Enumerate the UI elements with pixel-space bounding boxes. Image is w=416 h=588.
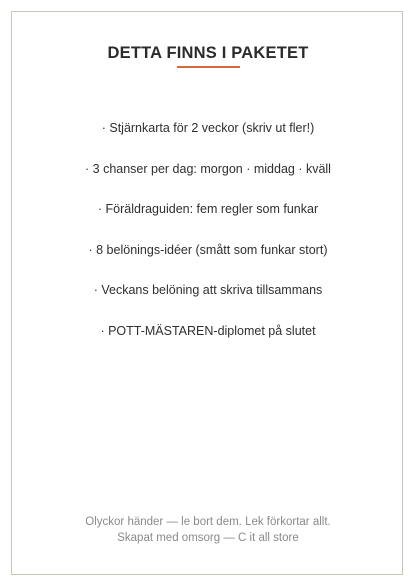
- page-title: DETTA FINNS I PAKETET: [107, 44, 309, 62]
- list-item: · POTT-MÄSTAREN-diplomet på slutet: [100, 323, 316, 338]
- list-item: · Veckans belöning att skriva tillsammans: [93, 283, 323, 297]
- contents-list: [0, 119, 416, 362]
- footer-credit: Skapat med omsorg — C it all store: [117, 532, 299, 544]
- footer-tagline: Olyckor händer — le bort dem. Lek förkortar allt.: [85, 516, 331, 528]
- list-item: · Föräldraguiden: fem regler som funkar: [97, 202, 319, 216]
- list-item: · 3 chanser per dag: morgon · middag · kväll: [85, 161, 331, 176]
- list-item: · Stjärnkarta för 2 veckor (skriv ut fler!): [101, 121, 315, 135]
- footer: [0, 514, 416, 546]
- title-underline: [177, 66, 240, 68]
- list-item: · 8 belönings-idéer (smått som funkar stort): [88, 242, 328, 257]
